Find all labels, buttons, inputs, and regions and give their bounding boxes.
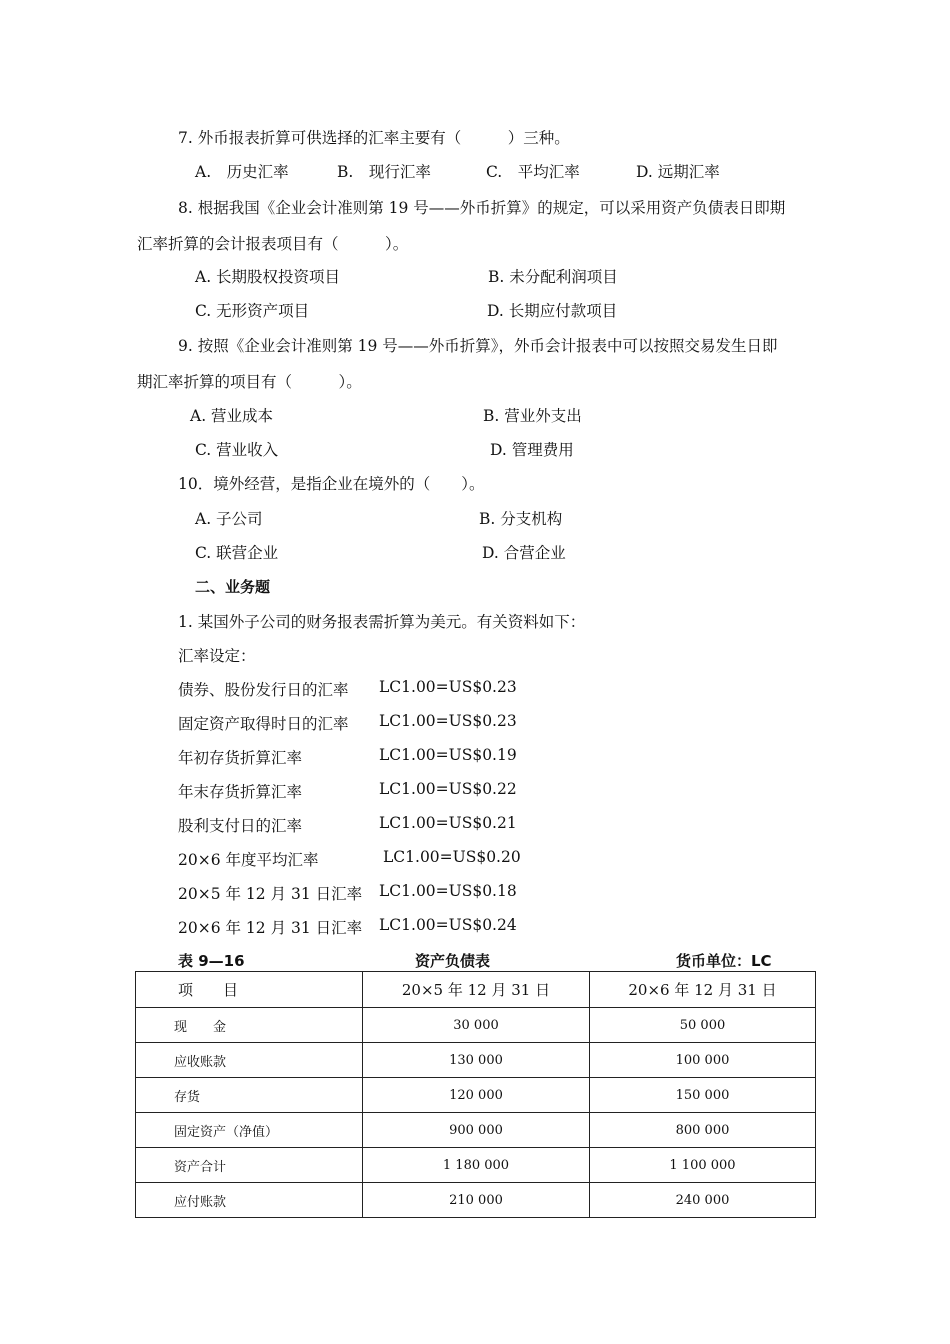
cell-value: 1 100 000 [590,1148,816,1183]
table-number: 表 9—16 [178,952,245,970]
rate-label: 年初存货折算汇率 [178,749,303,767]
rate-value: LC1.00=US$0.23 [379,678,517,696]
question-9-stem-line1: 9. 按照《企业会计准则第 19 号——外币折算》，外币会计报表中可以按照交易发生日即 [178,337,778,355]
question-8-option-a: A. 长期股权投资项目 [195,268,341,286]
cell-value: 150 000 [590,1078,816,1113]
table-header-row [136,972,816,1008]
column-header-2006: 20×6 年 12 月 31 日 [590,972,816,1008]
rate-value: LC1.00=US$0.20 [383,848,521,866]
column-header-2005: 20×5 年 12 月 31 日 [363,972,590,1008]
rates-heading: 汇率设定： [178,647,256,665]
row-label: 存货 [136,1078,363,1113]
question-9-option-d: D. 管理费用 [490,441,574,459]
question-7-stem: 7. 外币报表折算可供选择的汇率主要有（ ）三种。 [178,129,570,147]
question-8-stem-line1: 8. 根据我国《企业会计准则第 19 号——外币折算》的规定，可以采用资产负债表日即期 [178,199,786,217]
section-title: 二、业务题 [195,578,271,596]
rate-label: 固定资产取得时日的汇率 [178,715,349,733]
cell-value: 120 000 [363,1078,590,1113]
cell-value: 50 000 [590,1008,816,1043]
rate-label: 20×6 年度平均汇率 [178,851,319,869]
table-row [136,1148,816,1183]
problem-intro: 1. 某国外子公司的财务报表需折算为美元。有关资料如下： [178,613,586,631]
question-8-option-b: B. 未分配利润项目 [488,268,618,286]
table-row [136,1043,816,1078]
question-7-option-c: C. 平均汇率 [486,163,580,181]
row-label: 应付账款 [136,1183,363,1218]
row-label: 固定资产（净值） [136,1113,363,1148]
table-row [136,1008,816,1043]
rate-label: 债券、股份发行日的汇率 [178,681,349,699]
rate-value: LC1.00=US$0.24 [379,916,517,934]
question-9-stem-line2: 期汇率折算的项目有（ ）。 [137,373,362,391]
cell-value: 900 000 [363,1113,590,1148]
question-8-option-d: D. 长期应付款项目 [487,302,618,320]
cell-value: 800 000 [590,1113,816,1148]
question-10-option-d: D. 合营企业 [482,544,566,562]
rate-value: LC1.00=US$0.21 [379,814,517,832]
row-label: 现 金 [136,1008,363,1043]
table-title: 资产负债表 [415,952,491,970]
question-8-option-c: C. 无形资产项目 [195,302,310,320]
cell-value: 240 000 [590,1183,816,1218]
table-row [136,1113,816,1148]
question-7-option-d: D. 远期汇率 [636,163,720,181]
cell-value: 30 000 [363,1008,590,1043]
table-row [136,1078,816,1113]
row-label: 资产合计 [136,1148,363,1183]
question-7-option-b: B. 现行汇率 [337,163,431,181]
rate-value: LC1.00=US$0.23 [379,712,517,730]
rate-value: LC1.00=US$0.19 [379,746,517,764]
question-10-stem: 10．境外经营，是指企业在境外的（ ）。 [178,475,485,493]
table-row [136,1183,816,1218]
rate-label: 年末存货折算汇率 [178,783,303,801]
question-9-option-c: C. 营业收入 [195,441,279,459]
rate-value: LC1.00=US$0.22 [379,780,517,798]
question-9-option-b: B. 营业外支出 [483,407,582,425]
cell-value: 210 000 [363,1183,590,1218]
question-10-option-c: C. 联营企业 [195,544,279,562]
rate-label: 20×5 年 12 月 31 日汇率 [178,885,363,903]
question-10-option-b: B. 分支机构 [479,510,563,528]
question-8-stem-line2: 汇率折算的会计报表项目有（ ）。 [137,235,409,253]
cell-value: 1 180 000 [363,1148,590,1183]
rate-value: LC1.00=US$0.18 [379,882,517,900]
question-9-option-a: A. 营业成本 [190,407,274,425]
balance-sheet-table [135,971,816,1218]
column-header-item: 项 目 [136,972,363,1008]
cell-value: 130 000 [363,1043,590,1078]
question-10-option-a: A. 子公司 [195,510,263,528]
rate-label: 股利支付日的汇率 [178,817,303,835]
rate-label: 20×6 年 12 月 31 日汇率 [178,919,363,937]
question-7-option-a: A. 历史汇率 [195,163,289,181]
row-label: 应收账款 [136,1043,363,1078]
table-unit: 货币单位：LC [676,952,772,970]
cell-value: 100 000 [590,1043,816,1078]
